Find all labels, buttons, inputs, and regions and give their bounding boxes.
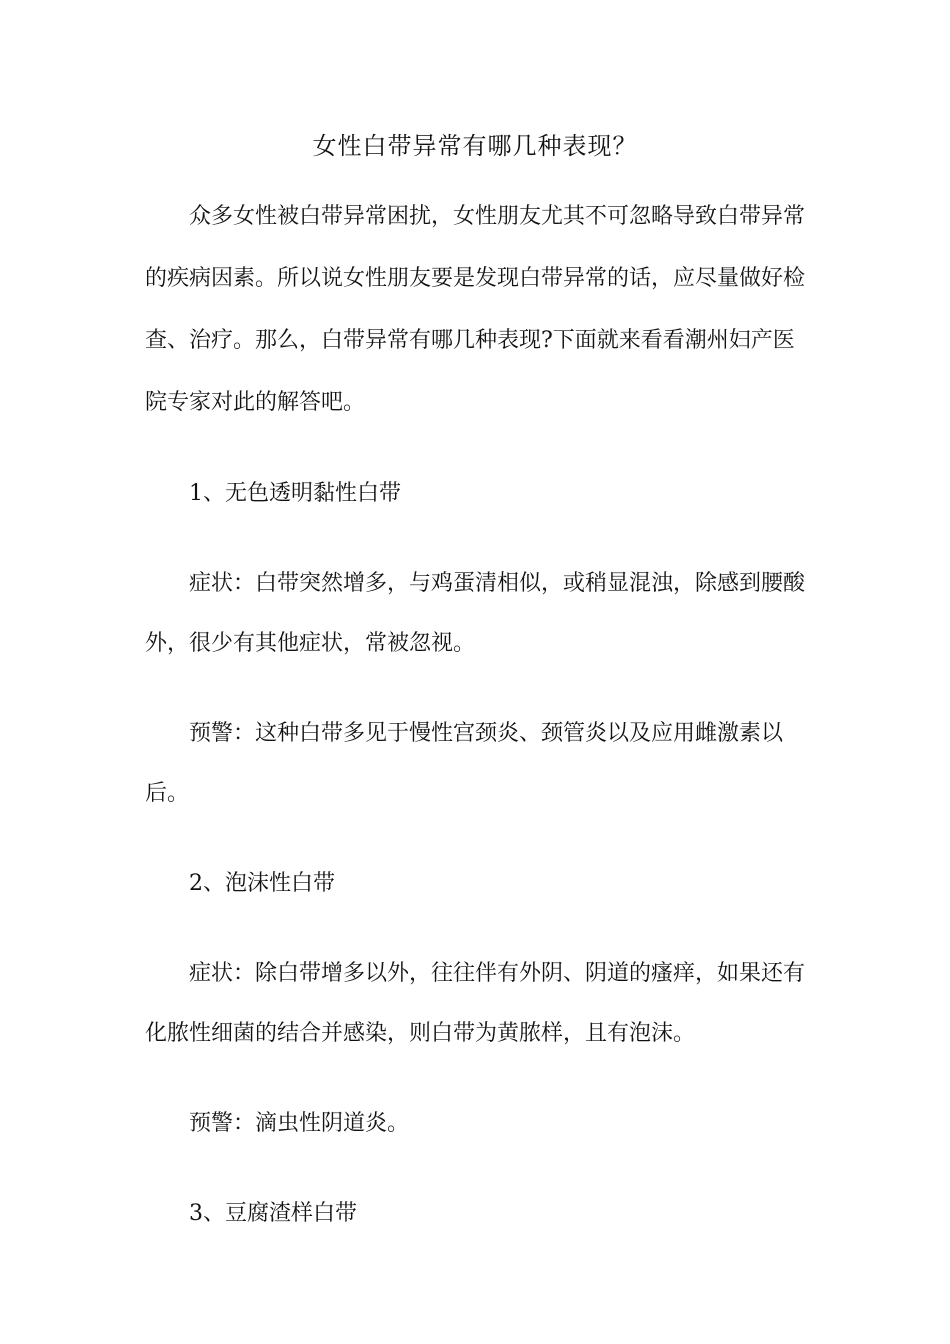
document-body — [145, 186, 805, 1244]
intro-paragraph: 众多女性被白带异常困扰，女性朋友尤其不可忽略导致白带异常的疾病因素。所以说女性朋友要是发现白带异常的话，应尽量做好检查、治疗。那么，白带异常有哪几种表现?下面就来看看潮州妇产医院专家对此的解答吧。 — [145, 204, 806, 415]
section-1-symptom: 症状：白带突然增多，与鸡蛋清相似，或稍显混浊，除感到腰酸外，很少有其他症状，常被忽视。 — [145, 571, 806, 656]
section-2-warning: 预警：滴虫性阴道炎。 — [189, 1111, 410, 1136]
section-heading-1: 1、无色透明黏性白带 — [189, 481, 401, 506]
section-heading-3: 3、豆腐渣样白带 — [189, 1201, 357, 1226]
section-1-warning: 预警：这种白带多见于慢性宫颈炎、颈管炎以及应用雌激素以后。 — [145, 721, 784, 806]
page-title: 女性白带异常有哪几种表现？ — [312, 132, 638, 160]
section-heading-2: 2、泡沫性白带 — [189, 871, 335, 896]
section-2-symptom: 症状：除白带增多以外，往往伴有外阴、阴道的瘙痒，如果还有化脓性细菌的结合并感染，则白带为黄脓样，且有泡沫。 — [145, 961, 806, 1046]
